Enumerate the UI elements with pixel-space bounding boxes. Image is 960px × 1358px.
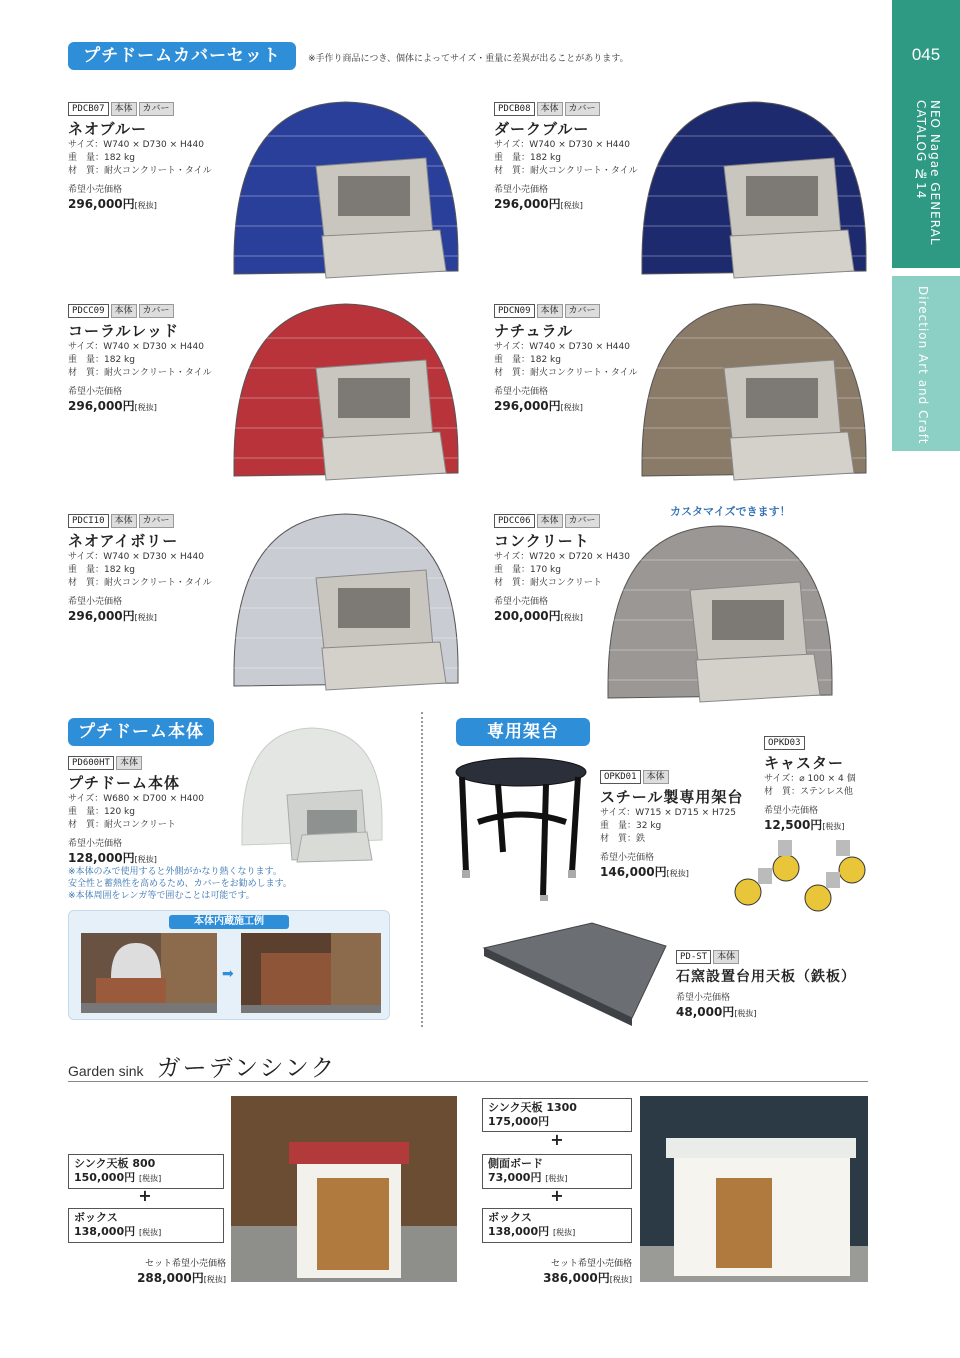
item-price: 150,000円 xyxy=(74,1171,136,1184)
product-name: プチドーム本体 xyxy=(68,774,181,792)
note-line: ※本体周囲をレンガ等で囲むことは可能です。 xyxy=(68,891,255,901)
product-material: 材 質：鉄 xyxy=(600,834,646,844)
product-material: 材 質：耐火コンクリート・タイル xyxy=(68,368,212,378)
product-tag: 本体 xyxy=(111,304,137,318)
product-tag: 本体 xyxy=(643,770,669,784)
section-title-dome-cover: プチドームカバーセット xyxy=(68,42,296,70)
tax-label: [税抜] xyxy=(203,1275,226,1284)
total-label: セット希望小売価格 xyxy=(550,1259,632,1269)
plus-sign: + xyxy=(550,1186,564,1205)
price-label: 希望小売価格 xyxy=(68,185,123,195)
tax-label: [税抜] xyxy=(734,1009,757,1018)
tax-label: [税抜] xyxy=(609,1275,632,1284)
product-tag: 本体 xyxy=(111,514,137,528)
product-weight: 重 量：182 kg xyxy=(494,153,561,163)
price-label: 希望小売価格 xyxy=(600,853,655,863)
dome-body-image xyxy=(232,720,392,870)
product-size: サイズ：W715 × D715 × H725 xyxy=(600,808,736,818)
tax-label: [税抜] xyxy=(560,613,583,622)
section-tab-label: Direction Art and Craft xyxy=(916,286,930,445)
item-name: ボックス xyxy=(488,1211,532,1224)
tax-label: [税抜] xyxy=(560,201,583,210)
product-pdcb08 xyxy=(494,96,654,212)
product-size: サイズ：W680 × D700 × H400 xyxy=(68,794,204,804)
sink-set1-item xyxy=(68,1208,224,1243)
price-value: 200,000円 xyxy=(494,609,561,623)
section-title-stand: 専用架台 xyxy=(456,718,590,746)
product-code: PD-ST xyxy=(676,950,711,964)
tax-label: [税抜] xyxy=(134,403,157,412)
customize-note: カスタマイズできます！ xyxy=(670,505,791,518)
price-label: 希望小売価格 xyxy=(494,185,549,195)
tax-label: [税抜] xyxy=(138,1174,162,1183)
product-weight: 重 量：32 kg xyxy=(600,821,662,831)
product-size: サイズ：⌀ 100 × 4 個 xyxy=(764,774,856,784)
product-weight: 重 量：182 kg xyxy=(68,565,135,575)
price xyxy=(68,849,248,866)
tax-label: [税抜] xyxy=(134,201,157,210)
product-name: ナチュラル xyxy=(494,322,574,340)
product-code: OPKD03 xyxy=(764,736,805,750)
product-name: キャスター xyxy=(764,754,845,772)
tax-label: [税抜] xyxy=(552,1228,576,1237)
price-value: 128,000円 xyxy=(68,851,135,865)
product-code: PDCN09 xyxy=(494,304,535,318)
item-price: 138,000円 xyxy=(488,1225,550,1238)
product-tag: カバー xyxy=(565,514,600,528)
tax-label: [税抜] xyxy=(138,1228,162,1237)
total-price: 288,000円 xyxy=(137,1271,204,1285)
price-label: 希望小売価格 xyxy=(68,839,123,849)
dome-body-notes xyxy=(68,866,308,902)
price-value: 296,000円 xyxy=(494,399,561,413)
price-value: 12,500円 xyxy=(764,818,823,832)
catalog-name: NEO Nagae GENERAL CATALOG №14 xyxy=(914,100,942,246)
product-tag: カバー xyxy=(139,304,174,318)
item-name: シンク天板 1300 xyxy=(488,1101,577,1114)
product-tag: カバー xyxy=(565,102,600,116)
price xyxy=(494,195,654,212)
product-size: サイズ：W720 × D720 × H430 xyxy=(494,552,630,562)
dome-image xyxy=(634,96,874,286)
tax-label: [税抜] xyxy=(822,822,845,831)
item-price: 73,000円 xyxy=(488,1171,542,1184)
install-example-box xyxy=(68,910,390,1020)
garden-sink-heading xyxy=(68,1048,868,1082)
garden-sink-800-image xyxy=(231,1096,457,1282)
price-label: 希望小売価格 xyxy=(494,597,549,607)
product-code: PDCB07 xyxy=(68,102,109,116)
section-title-dome-body: プチドーム本体 xyxy=(68,718,214,746)
divider-vertical xyxy=(421,712,423,1027)
install-example-photo-before xyxy=(81,933,217,1013)
product-tag: カバー xyxy=(139,514,174,528)
arrow-right-icon: ➡ xyxy=(222,966,234,982)
product-weight: 重 量：120 kg xyxy=(68,807,135,817)
product-caster xyxy=(764,730,874,833)
product-weight: 重 量：182 kg xyxy=(68,153,135,163)
price-value: 296,000円 xyxy=(494,197,561,211)
install-example-photo-after xyxy=(241,933,381,1013)
price-value: 296,000円 xyxy=(68,609,135,623)
price xyxy=(68,607,228,624)
price xyxy=(494,397,654,414)
product-size: サイズ：W740 × D730 × H440 xyxy=(68,342,204,352)
sink-set2-total xyxy=(520,1256,632,1286)
item-price: 138,000円 xyxy=(74,1225,136,1238)
product-code: PDCI10 xyxy=(68,514,109,528)
product-code: PD600HT xyxy=(68,756,114,770)
dome-image xyxy=(226,508,466,698)
price xyxy=(68,195,228,212)
tax-label: [税抜] xyxy=(666,869,689,878)
price-value: 296,000円 xyxy=(68,197,135,211)
note-line: 安全性と蓄熱性を高めるため、カバーをお勧めします。 xyxy=(68,879,292,889)
steel-plate-image xyxy=(482,918,668,1028)
price-label: 希望小売価格 xyxy=(494,387,549,397)
product-material: 材 質：耐火コンクリート xyxy=(494,578,602,588)
dome-image xyxy=(600,520,840,710)
dome-image xyxy=(226,298,466,488)
product-material: 材 質：耐火コンクリート・タイル xyxy=(494,368,638,378)
sink-set1-total xyxy=(110,1256,226,1286)
plus-sign: + xyxy=(550,1130,564,1149)
product-name: 石窯設置台用天板（鉄板） xyxy=(676,969,856,985)
sink-set2-item xyxy=(482,1154,632,1189)
price-label: 希望小売価格 xyxy=(676,993,731,1003)
page-number-tab xyxy=(892,0,960,268)
product-tag: 本体 xyxy=(111,102,137,116)
sink-set1-item xyxy=(68,1154,224,1189)
product-code: PDCC06 xyxy=(494,514,535,528)
product-material: 材 質：耐火コンクリート・タイル xyxy=(68,166,212,176)
item-price: 175,000円 xyxy=(488,1115,550,1128)
product-name: ネオアイボリー xyxy=(68,532,179,550)
product-size: サイズ：W740 × D730 × H440 xyxy=(494,140,630,150)
section-tab xyxy=(892,276,960,451)
product-tag: カバー xyxy=(139,102,174,116)
price-label: 希望小売価格 xyxy=(764,806,819,816)
product-size: サイズ：W740 × D730 × H440 xyxy=(68,140,204,150)
product-tag: 本体 xyxy=(713,950,739,964)
product-material: 材 質：耐火コンクリート xyxy=(68,820,176,830)
handmade-note: ※手作り商品につき、個体によってサイズ・重量に差異が出ることがあります。 xyxy=(308,54,629,64)
item-name: ボックス xyxy=(74,1211,118,1224)
caster-image xyxy=(726,830,876,914)
product-size: サイズ：W740 × D730 × H440 xyxy=(68,552,204,562)
install-example-title: 本体内蔵施工例 xyxy=(169,915,289,929)
price-label: 希望小売価格 xyxy=(68,387,123,397)
garden-sink-title-en: Garden sink xyxy=(68,1063,144,1079)
total-price: 386,000円 xyxy=(543,1271,610,1285)
product-code: PDCC09 xyxy=(68,304,109,318)
page-number: 045 xyxy=(911,45,941,64)
product-name: ダークブルー xyxy=(494,120,590,138)
product-dome-body xyxy=(68,750,248,866)
garden-sink-1300-image xyxy=(640,1096,868,1282)
garden-sink-title-jp: ガーデンシンク xyxy=(156,1054,337,1082)
product-material: 材 質：耐火コンクリート・タイル xyxy=(68,578,212,588)
price xyxy=(68,397,228,414)
note-line: ※本体のみで使用すると外側がかなり熱くなります。 xyxy=(68,867,282,877)
sink-set2-item xyxy=(482,1098,632,1132)
product-tag: カバー xyxy=(565,304,600,318)
product-name: スチール製専用架台 xyxy=(600,788,744,806)
item-name: 側面ボード xyxy=(488,1157,543,1170)
product-tag: 本体 xyxy=(116,756,142,770)
sink-set2-item xyxy=(482,1208,632,1243)
price xyxy=(676,1003,856,1020)
price-value: 296,000円 xyxy=(68,399,135,413)
tax-label: [税抜] xyxy=(134,855,157,864)
product-pdcb07 xyxy=(68,96,228,212)
product-weight: 重 量：182 kg xyxy=(494,355,561,365)
plus-sign: + xyxy=(138,1186,152,1205)
product-pdcc09 xyxy=(68,298,228,414)
price-value: 48,000円 xyxy=(676,1005,735,1019)
total-label: セット希望小売価格 xyxy=(144,1259,226,1269)
product-name: コンクリート xyxy=(494,532,590,550)
dome-image xyxy=(226,96,466,286)
product-code: OPKD01 xyxy=(600,770,641,784)
tax-label: [税抜] xyxy=(134,613,157,622)
product-size: サイズ：W740 × D730 × H440 xyxy=(494,342,630,352)
product-pdci10 xyxy=(68,508,228,624)
dome-image xyxy=(634,298,874,488)
tax-label: [税抜] xyxy=(560,403,583,412)
product-pdcn09 xyxy=(494,298,654,414)
product-name: ネオブルー xyxy=(68,120,147,138)
steel-stand-image xyxy=(448,752,594,902)
product-tag: 本体 xyxy=(537,102,563,116)
item-name: シンク天板 800 xyxy=(74,1157,156,1170)
product-tag: 本体 xyxy=(537,304,563,318)
price-label: 希望小売価格 xyxy=(68,597,123,607)
product-material: 材 質：耐火コンクリート・タイル xyxy=(494,166,638,176)
product-weight: 重 量：182 kg xyxy=(68,355,135,365)
product-name: コーラルレッド xyxy=(68,322,180,340)
price-value: 146,000円 xyxy=(600,865,667,879)
product-tag: 本体 xyxy=(537,514,563,528)
product-code: PDCB08 xyxy=(494,102,535,116)
product-material: 材 質：ステンレス他 xyxy=(764,787,853,797)
product-steel-plate xyxy=(676,944,856,1020)
tax-label: [税抜] xyxy=(545,1174,568,1183)
product-weight: 重 量：170 kg xyxy=(494,565,561,575)
